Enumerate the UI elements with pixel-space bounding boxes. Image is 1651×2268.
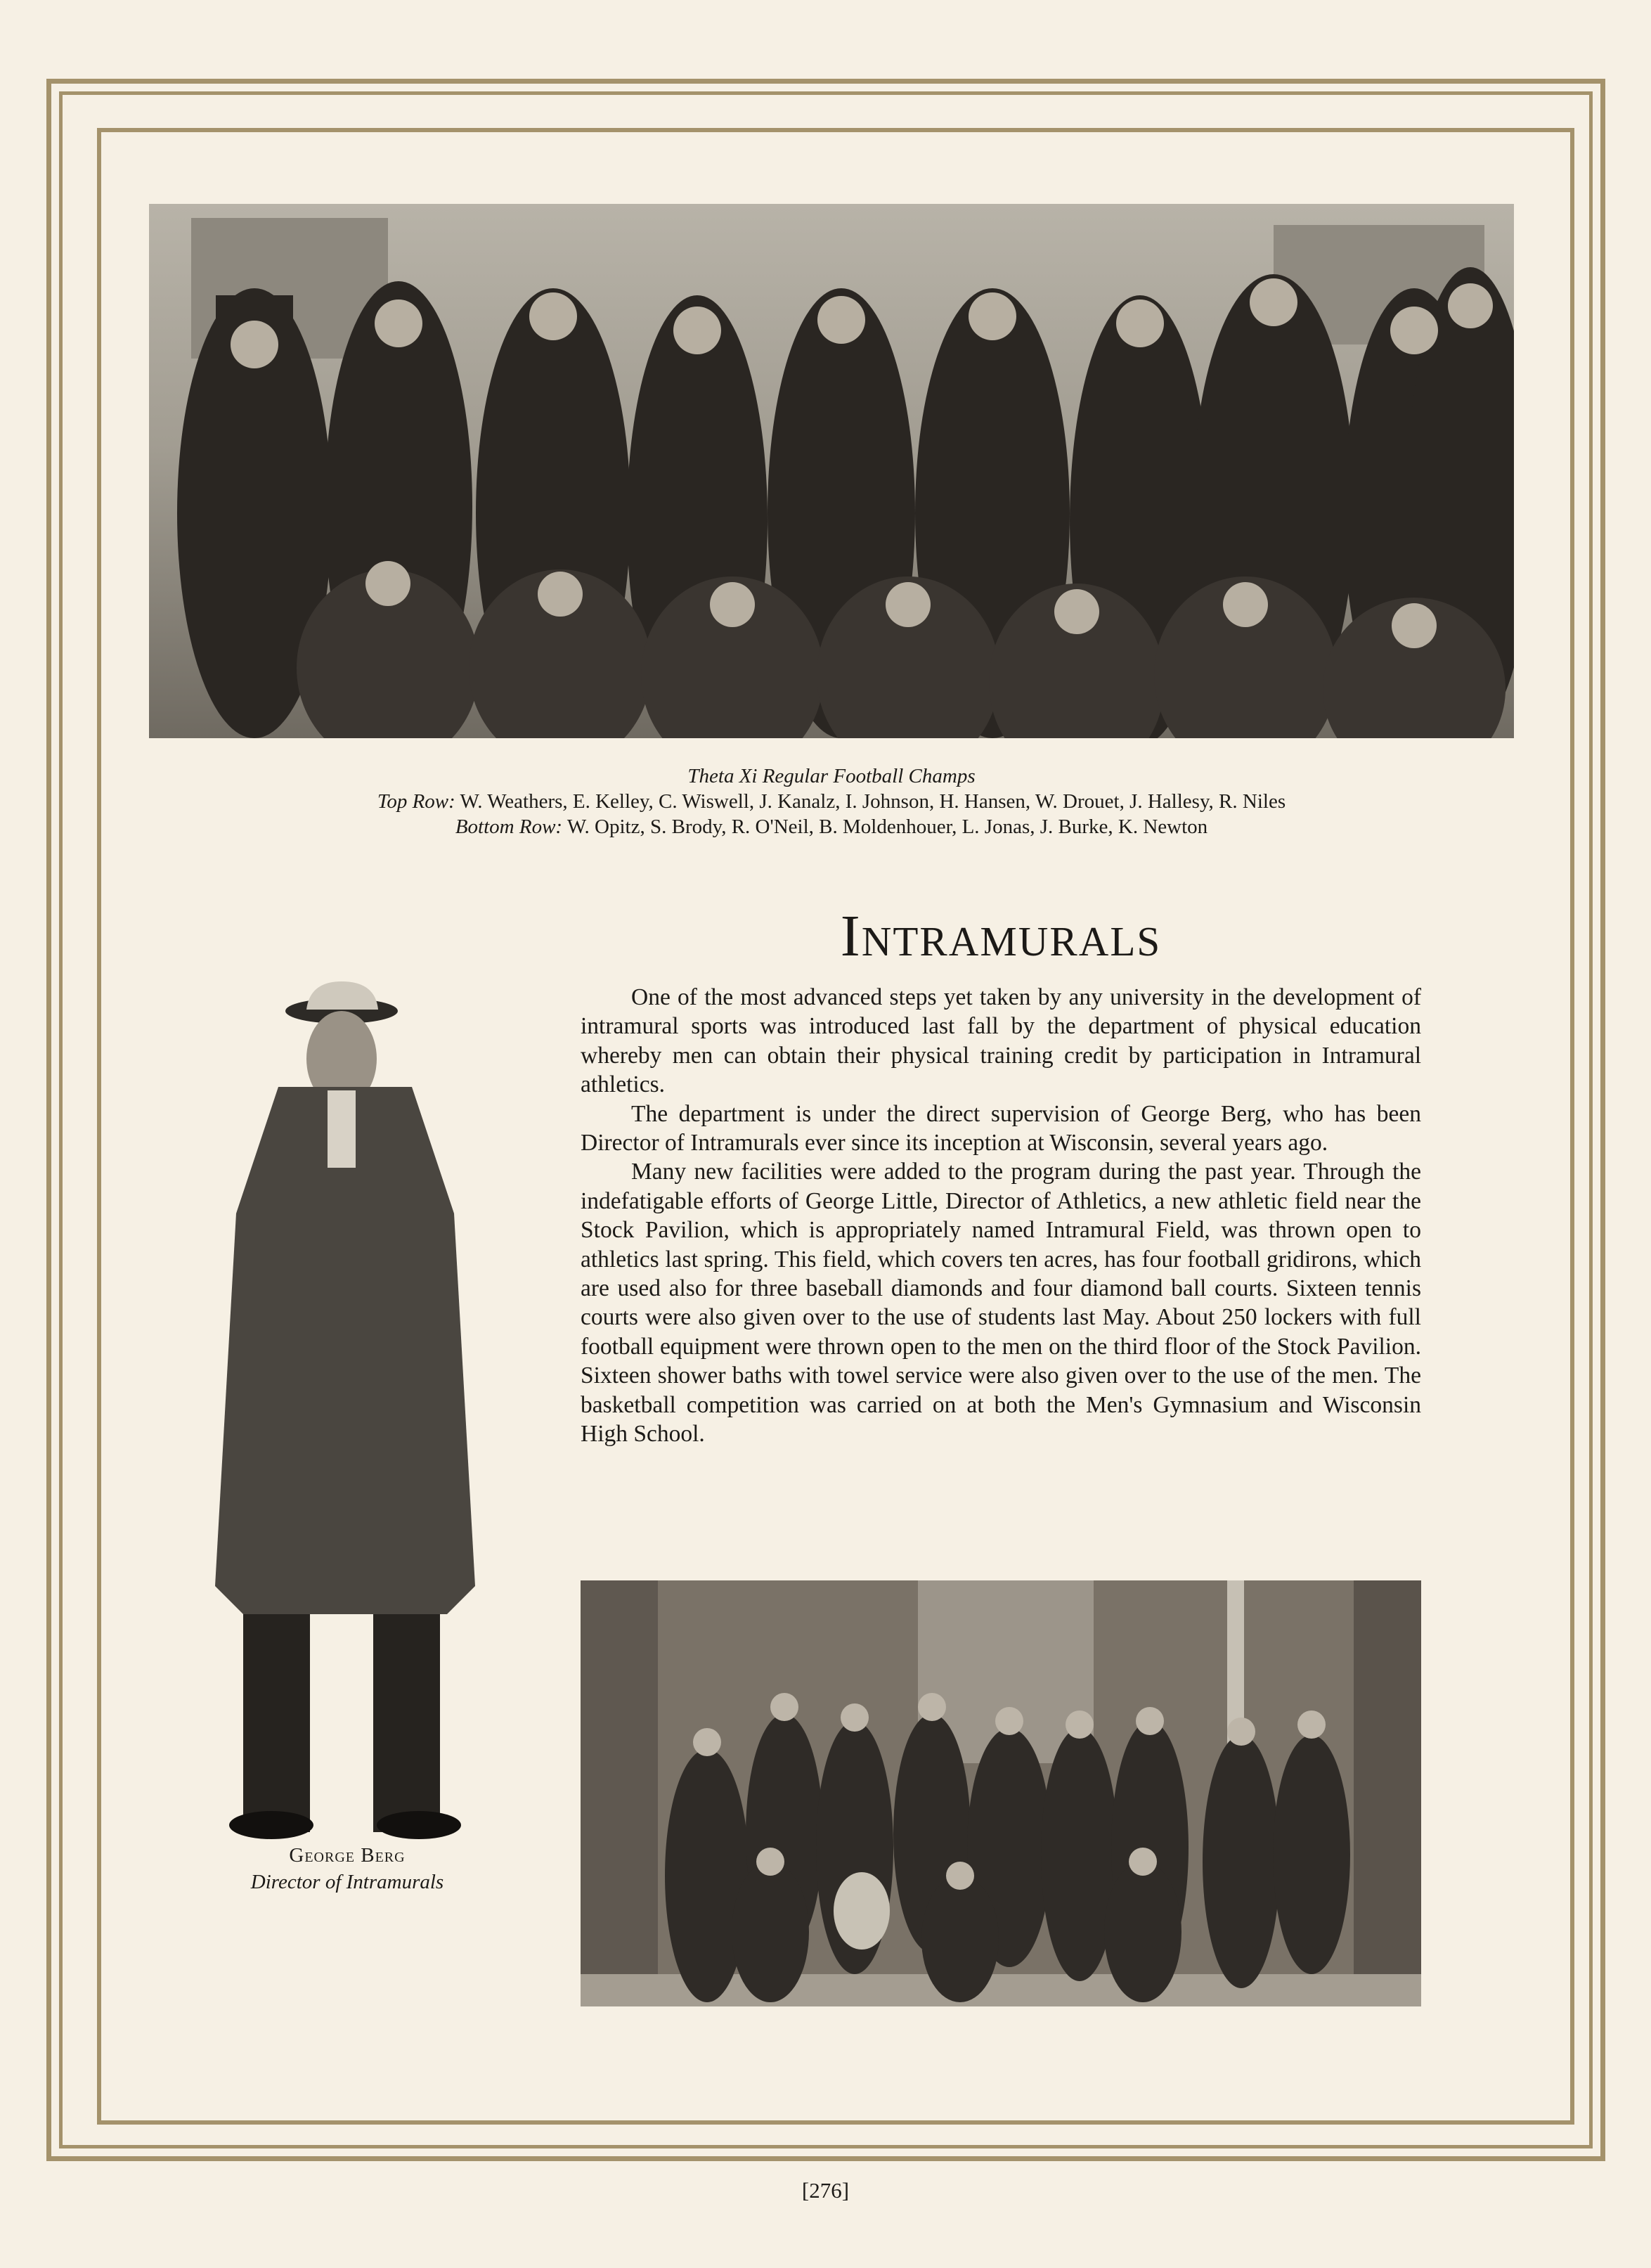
team-photo xyxy=(149,204,1514,738)
portrait-photo xyxy=(201,981,493,1839)
bottom-row-names: W. Opitz, S. Brody, R. O'Neil, B. Moldenhouer, L. Jonas, J. Burke, K. Newton xyxy=(566,816,1208,838)
portrait-caption xyxy=(201,1842,493,1895)
top-row-label: Top Row: xyxy=(377,790,455,813)
portrait-title: Director of Intramurals xyxy=(250,1871,444,1893)
paragraph: The department is under the direct supervision of George Berg, who has been Director of Intramurals ever since its inception at Wisconsin, several years ago. xyxy=(581,1100,1421,1156)
paragraph: Many new facilities were added to the program during the past year. Through the indefatigable efforts of George Little, Director of Athletics, a new athletic field near the Stock Pavilion, which is appropriately named Intramural Field, was thrown open to athletics last spring. This field, which covers ten acres, has four football gridirons, which are used also for three baseball diamonds and four diamond ball courts. Sixteen tennis courts were also given over to the use of students last May. About 250 lockers with full football equipment were thrown open to the men on the third floor of the Stock Pavilion. Sixteen shower baths with towel service were also given over to the use of the men. The basketball competition was carried on at both the Men's Gymnasium and Wisconsin High School. xyxy=(581,1159,1421,1448)
top-row-names: W. Weathers, E. Kelley, C. Wiswell, J. Kanalz, I. Johnson, H. Hansen, W. Drouet, J. Hallesy, R. Niles xyxy=(460,790,1286,813)
bottom-row-caption xyxy=(149,814,1514,839)
top-row-caption xyxy=(149,789,1514,814)
article-body xyxy=(581,983,1421,1449)
bottom-row-label: Bottom Row: xyxy=(455,816,563,838)
paragraph: One of the most advanced steps yet taken by any university in the development of intramural sports was introduced last fall by the department of physical education whereby men can obtain their physical training credit by participation in Intramural athletics. xyxy=(581,984,1421,1098)
page-number: [276] xyxy=(801,2178,850,2203)
portrait-name: George Berg xyxy=(289,1844,406,1867)
group-photo xyxy=(581,1580,1421,2006)
team-photo-title: Theta Xi Regular Football Champs xyxy=(687,765,976,787)
team-photo-caption xyxy=(149,763,1514,839)
page-title: Intramurals xyxy=(840,903,1162,969)
